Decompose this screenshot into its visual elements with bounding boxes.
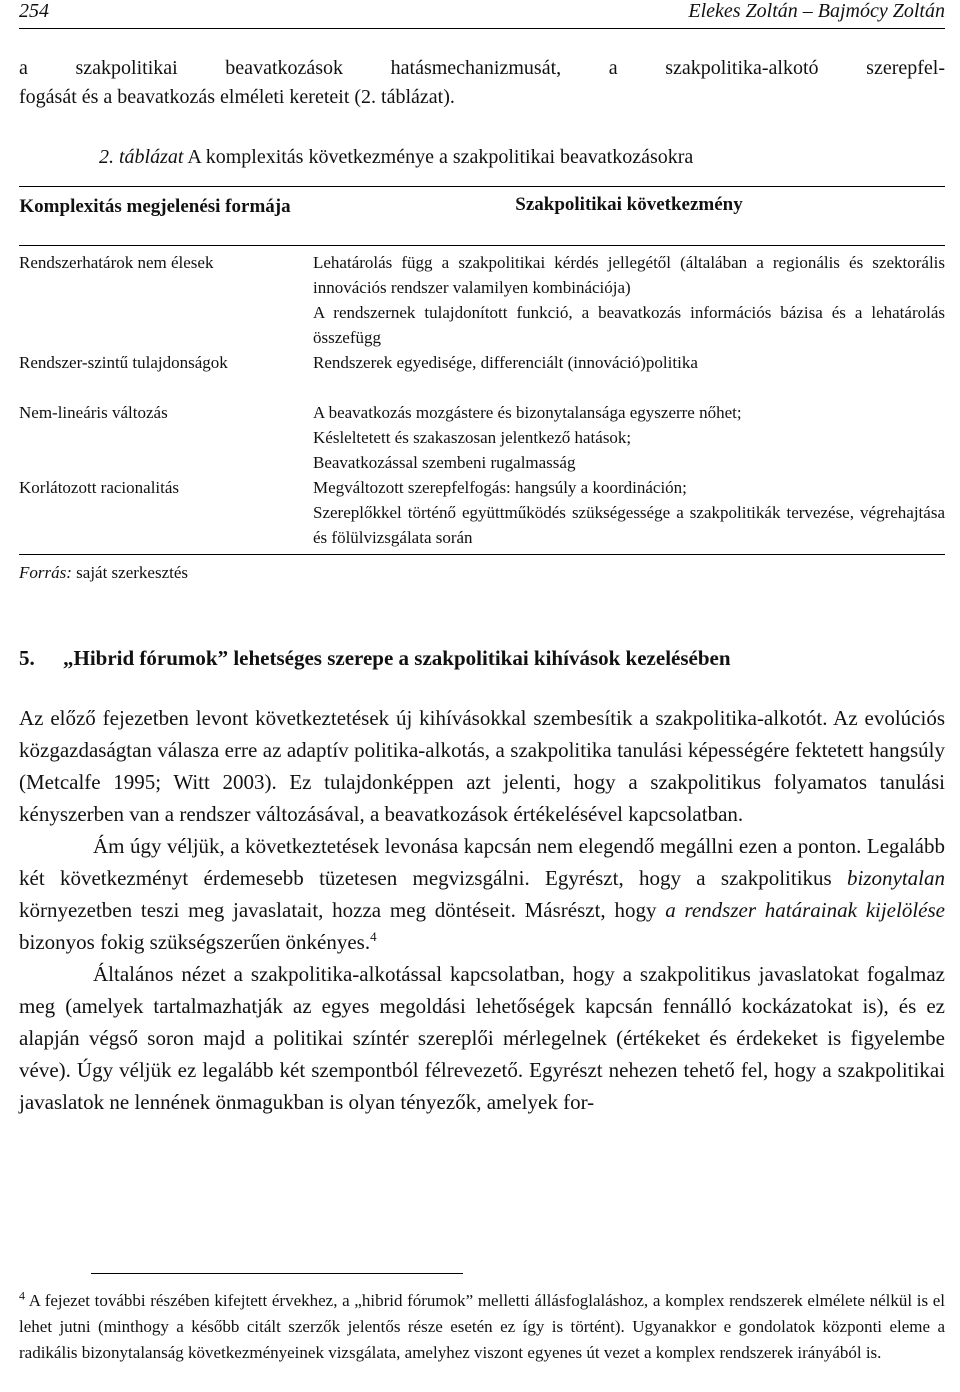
intro-line-1: a szakpolitikai beavatkozások hatásmechanizmusát, a szakpolitika-alkotó szerepfel- (19, 57, 945, 79)
consequence-line: Rendszerek egyedisége, differenciált (innováció)politika (313, 353, 698, 372)
table-cell-form: Nem-lineáris változás (19, 403, 168, 422)
paragraph-2-text-c: bizonyos fokig szükségszerűen önkényes. (19, 930, 371, 954)
footnote-separator (91, 1273, 463, 1274)
table-header-left: Komplexitás megjelenési formája (19, 196, 291, 217)
table-row (19, 250, 945, 350)
table-caption-text: A komplexitás következménye a szakpolitikai beavatkozásokra (187, 146, 694, 168)
table-row (19, 350, 945, 402)
running-header (19, 0, 945, 29)
table-source (19, 563, 945, 583)
paragraph-2-text-b: környezetben teszi meg javaslatait, hozza meg döntéseit. Másrészt, hogy (19, 898, 666, 922)
table-caption (99, 146, 693, 169)
table-bottom-rule (19, 554, 945, 555)
table-row (19, 400, 945, 475)
paragraph-3: Általános nézet a szakpolitika-alkotással kapcsolatban, hogy a szakpolitikus javaslatokat fogalmaz meg (amelyek tartalmazhatják az egyes megoldási lehetőségek kapcsán fennálló kockázatokat is), és ez alapján végső soron majd a politikai színtér szereplői mérlegelnek (értékeket és érdekeket is figyelembe véve). Úgy véljük ez legalább két szempontból félrevezető. Egyrészt nehezen tehető fel, hogy a szakpolitikai javaslatok ne lennének önmagukban is olyan tényezők, amelyek for- (19, 962, 945, 1114)
paragraph-1: Az előző fejezetben levont következtetések új kihívásokkal szembesítik a szakpolitika-alkotót. Az evolúciós közgazdaságtan válasza erre az adaptív politika-alkotás, a szakpolitika tanulási képességére fektetett hangsúly (Metcalfe 1995; Witt 2003). Ez tulajdonképpen azt jelenti, hogy a szakpolitikus folyamatos tanulási kényszerben van a rendszer változásával, a beavatkozások értékelésével kapcsolatban. (19, 706, 945, 826)
table-header-right: Szakpolitikai következmény (515, 194, 743, 215)
running-header-authors: Elekes Zoltán – Bajmócy Zoltán (688, 0, 945, 22)
table-cell-form: Rendszerhatárok nem élesek (19, 253, 214, 272)
footnote-number: 4 (19, 1288, 25, 1303)
intro-line-2: fogását és a beavatkozás elméleti kereteit (2. táblázat). (19, 86, 455, 108)
body-text (19, 702, 945, 1118)
section-title: „Hibrid fórumok” lehetséges szerepe a szakpolitikai kihívások kezelésében (63, 646, 731, 670)
paragraph-2-emphasis-uncertain: bizonytalan (847, 866, 945, 890)
table-body (19, 246, 945, 554)
page-number: 254 (19, 0, 49, 22)
consequence-line: Beavatkozással szembeni rugalmasság (313, 453, 576, 472)
footnote (19, 1288, 945, 1366)
consequence-line: Szereplőkkel történő együttműködés szükségessége a szakpolitikák tervezése, végrehajtása és fölülvizsgálata során (313, 503, 945, 547)
paragraph-2-emphasis-boundaries: a rendszer határainak kijelölése (665, 898, 945, 922)
table-cell-consequence (313, 250, 945, 350)
consequence-line: Késleltetett és szakaszosan jelentkező hatások; (313, 428, 632, 447)
consequence-line: Lehatárolás függ a szakpolitikai kérdés jellegétől (általában a regionális és szektorális innovációs rendszer valamilyen kombinációja) (313, 253, 945, 297)
table-caption-label: 2. táblázat (99, 146, 184, 168)
table-cell-form: Korlátozott racionalitás (19, 478, 180, 497)
table-header-row (19, 187, 945, 246)
consequence-line: A rendszernek tulajdonított funkció, a beavatkozás információs bázisa és a lehatárolás összefügg (313, 303, 945, 347)
footnote-reference[interactable]: 4 (370, 929, 377, 944)
table-source-label: Forrás: (19, 563, 72, 582)
paragraph-2-text-a: Ám úgy véljük, a következtetések levonása kapcsán nem elegendő megállni ezen a ponton. Legalább két következményt érdemesebb tüzetesen megvizsgálni. Egyrészt, hogy a szakpolitikus (19, 834, 945, 890)
section-heading (19, 646, 945, 671)
table-cell-form: Rendszer-szintű tulajdonságok (19, 353, 228, 372)
consequence-line: Megváltozott szerepfelfogás: hangsúly a koordináción; (313, 478, 687, 497)
table-source-text: saját szerkesztés (76, 563, 189, 582)
table-cell-consequence (313, 350, 945, 402)
consequence-table (19, 186, 945, 583)
intro-paragraph (19, 54, 945, 112)
paragraph-2 (19, 830, 945, 958)
table-cell-consequence (313, 400, 945, 475)
footnote-text: A fejezet további részében kifejtett érvekhez, a „hibrid fórumok” melletti állásfoglaláshoz, a komplex rendszerek elmélete nélkül is el lehet jutni (minthogy a később citált szerzők jelentős része esetén ez így is történt). Ugyanakkor e gondolatok központi eleme a radikális bizonytalanság következményeinek vizsgálata, amelyhez viszont egyenes út vezet a komplex rendszerek irányából is. (19, 1291, 946, 1362)
section-number: 5. (19, 646, 35, 670)
consequence-line: A beavatkozás mozgástere és bizonytalansága egyszerre nőhet; (313, 403, 742, 422)
table-row (19, 475, 945, 554)
table-cell-consequence (313, 475, 945, 550)
